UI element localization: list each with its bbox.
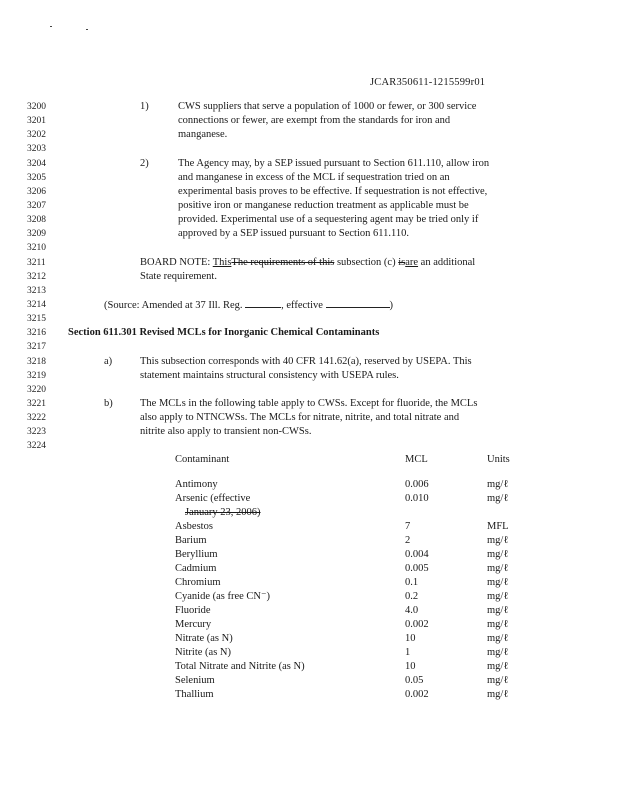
table-row: [175, 534, 515, 548]
line-number: 3216: [27, 328, 46, 338]
contaminant-cell: Chromium: [175, 577, 221, 588]
scan-speck: [86, 29, 88, 30]
units-cell: mg/ℓ: [487, 633, 509, 644]
mcl-cell: 1: [405, 647, 411, 658]
line-number: 3210: [27, 243, 46, 253]
units-cell: mg/ℓ: [487, 689, 509, 700]
units-cell: mg/ℓ: [487, 647, 509, 658]
units-cell: mg/ℓ: [487, 661, 509, 672]
item-2-marker: 2): [140, 158, 149, 169]
mcl-cell: 10: [405, 661, 416, 672]
line-number: 3215: [27, 314, 46, 324]
header-mcl: MCL: [405, 454, 428, 465]
contaminant-cell: Cadmium: [175, 563, 217, 574]
contaminant-cell: Thallium: [175, 689, 214, 700]
table-row: [175, 646, 515, 660]
contaminant-cell: Total Nitrate and Nitrite (as N): [175, 661, 305, 672]
header-units: Units: [487, 454, 510, 465]
board-note-prefix: BOARD NOTE:: [140, 257, 213, 268]
table-row: [175, 604, 515, 618]
units-cell: mg/ℓ: [487, 619, 509, 630]
item-1-line: connections or fewer, are exempt from the standards for iron and: [178, 115, 451, 126]
mcl-cell: 4.0: [405, 605, 419, 616]
section-heading: Section 611.301 Revised MCLs for Inorganic Chemical Contaminants: [68, 327, 380, 338]
header-contaminant: Contaminant: [175, 454, 230, 465]
table-row: [175, 618, 515, 632]
table-row: [175, 548, 515, 562]
item-2-line: positive iron or manganese reduction treatment as applicable must be: [178, 200, 469, 211]
mcl-cell: 0.005: [405, 563, 429, 574]
contaminant-cell: Nitrate (as N): [175, 633, 233, 644]
contaminant-cell: Selenium: [175, 675, 215, 686]
source-text: (Source: Amended at 37 Ill. Reg.: [104, 300, 246, 311]
mcl-cell: 0.002: [405, 689, 429, 700]
table-row: [175, 492, 515, 506]
line-number: 3209: [27, 229, 46, 239]
table-row: [175, 590, 515, 604]
item-a-marker: a): [104, 356, 113, 367]
contaminant-cell: Nitrite (as N): [175, 647, 231, 658]
units-cell: MFL: [487, 521, 509, 532]
mcl-cell: 0.05: [405, 675, 424, 686]
arsenic-deleted-date: January 23, 2006): [185, 507, 261, 518]
board-note: [140, 256, 475, 270]
line-number: 3213: [27, 286, 46, 296]
item-2-line: provided. Experimental use of a sequestering agent may be tried only if: [178, 214, 479, 225]
effective-date-blank: [326, 298, 390, 308]
table-row: [175, 562, 515, 576]
line-number: 3217: [27, 342, 46, 352]
item-1-line: CWS suppliers that serve a population of 1000 or fewer, or 300 service: [178, 101, 477, 112]
units-cell: mg/ℓ: [487, 675, 509, 686]
item-1-marker: 1): [140, 101, 149, 112]
board-note-tail: an additional: [418, 257, 476, 268]
contaminant-cell: Cyanide (as free CN⁻): [175, 591, 271, 602]
contaminant-cell: Barium: [175, 535, 207, 546]
mcl-cell: 0.006: [405, 479, 429, 490]
line-number: 3202: [27, 130, 46, 140]
mcl-cell: 0.1: [405, 577, 419, 588]
board-note-inserted: This: [212, 257, 232, 268]
source-note: [104, 298, 393, 313]
line-number: 3221: [27, 399, 46, 409]
units-cell: mg/ℓ: [487, 605, 509, 616]
mcl-cell: 2: [405, 535, 411, 546]
contaminant-cell: Mercury: [175, 619, 212, 630]
units-cell: mg/ℓ: [487, 535, 509, 546]
line-number: 3223: [27, 427, 46, 437]
mcl-cell: 0.002: [405, 619, 429, 630]
line-number: 3220: [27, 385, 46, 395]
line-number: 3218: [27, 357, 46, 367]
item-2-line: and manganese in excess of the MCL if sequestration tried on an: [178, 172, 450, 183]
board-note-inserted-2: are: [405, 257, 419, 268]
item-b-line: also apply to NTNCWSs. The MCLs for nitrate, nitrite, and total nitrate and: [140, 412, 460, 423]
item-2-line: The Agency may, by a SEP issued pursuant to Section 611.110, allow iron: [178, 158, 490, 169]
line-number: 3212: [27, 272, 46, 282]
contaminant-cell: Antimony: [175, 479, 218, 490]
item-a-line: statement maintains structural consistency with USEPA rules.: [140, 370, 399, 381]
table-row: [175, 576, 515, 590]
units-cell: mg/ℓ: [487, 549, 509, 560]
units-cell: mg/ℓ: [487, 577, 509, 588]
table-row: [175, 632, 515, 646]
item-1-line: manganese.: [178, 129, 228, 140]
mcl-cell: 10: [405, 633, 416, 644]
table-row-continuation: [175, 506, 515, 520]
line-number: 3207: [27, 201, 46, 211]
line-number: 3205: [27, 173, 46, 183]
board-note-line-2: State requirement.: [140, 271, 217, 282]
table-row: [175, 520, 515, 534]
document-id: JCAR350611-1215599r01: [370, 77, 486, 88]
contaminant-cell: Asbestos: [175, 521, 213, 532]
table-row: [175, 674, 515, 688]
source-mid: , effective: [281, 300, 326, 311]
mcl-cell: 0.010: [405, 493, 429, 504]
contaminant-cell: Arsenic (effective: [175, 493, 251, 504]
line-number: 3200: [27, 102, 46, 112]
board-note-deleted: The requirements of this: [231, 257, 335, 268]
source-end: ): [389, 300, 394, 311]
item-a-line: This subsection corresponds with 40 CFR 141.62(a), reserved by USEPA. This: [140, 356, 472, 367]
item-2-line: approved by a SEP issued pursuant to Section 611.110.: [178, 228, 409, 239]
units-cell: mg/ℓ: [487, 493, 509, 504]
line-number: 3203: [27, 144, 46, 154]
item-2-line: experimental basis proves to be effective. If sequestration is not effective,: [178, 186, 488, 197]
line-number: 3208: [27, 215, 46, 225]
line-number: 3204: [27, 159, 46, 169]
line-number: 3222: [27, 413, 46, 423]
board-note-deleted-2: is: [398, 257, 406, 268]
line-number: 3219: [27, 371, 46, 381]
contaminant-cell: Beryllium: [175, 549, 218, 560]
mcl-cell: 0.004: [405, 549, 429, 560]
table-row: [175, 478, 515, 492]
mcl-cell: 0.2: [405, 591, 419, 602]
register-blank: [245, 298, 281, 308]
units-cell: mg/ℓ: [487, 591, 509, 602]
units-cell: mg/ℓ: [487, 563, 509, 574]
table-header: [175, 453, 515, 467]
line-number: 3201: [27, 116, 46, 126]
contaminant-cell: Fluoride: [175, 605, 211, 616]
mcl-cell: 7: [405, 521, 411, 532]
table-row: [175, 688, 515, 702]
line-number: 3224: [27, 441, 46, 451]
item-b-line: nitrite also apply to transient non-CWSs.: [140, 426, 312, 437]
line-number: 3211: [27, 258, 46, 268]
scan-speck: [50, 26, 52, 27]
item-b-marker: b): [104, 398, 113, 409]
board-note-middle: subsection (c): [334, 257, 399, 268]
line-number: 3206: [27, 187, 46, 197]
item-b-line: The MCLs in the following table apply to CWSs. Except for fluoride, the MCLs: [140, 398, 478, 409]
table-row: [175, 660, 515, 674]
line-number: 3214: [27, 300, 46, 310]
units-cell: mg/ℓ: [487, 479, 509, 490]
